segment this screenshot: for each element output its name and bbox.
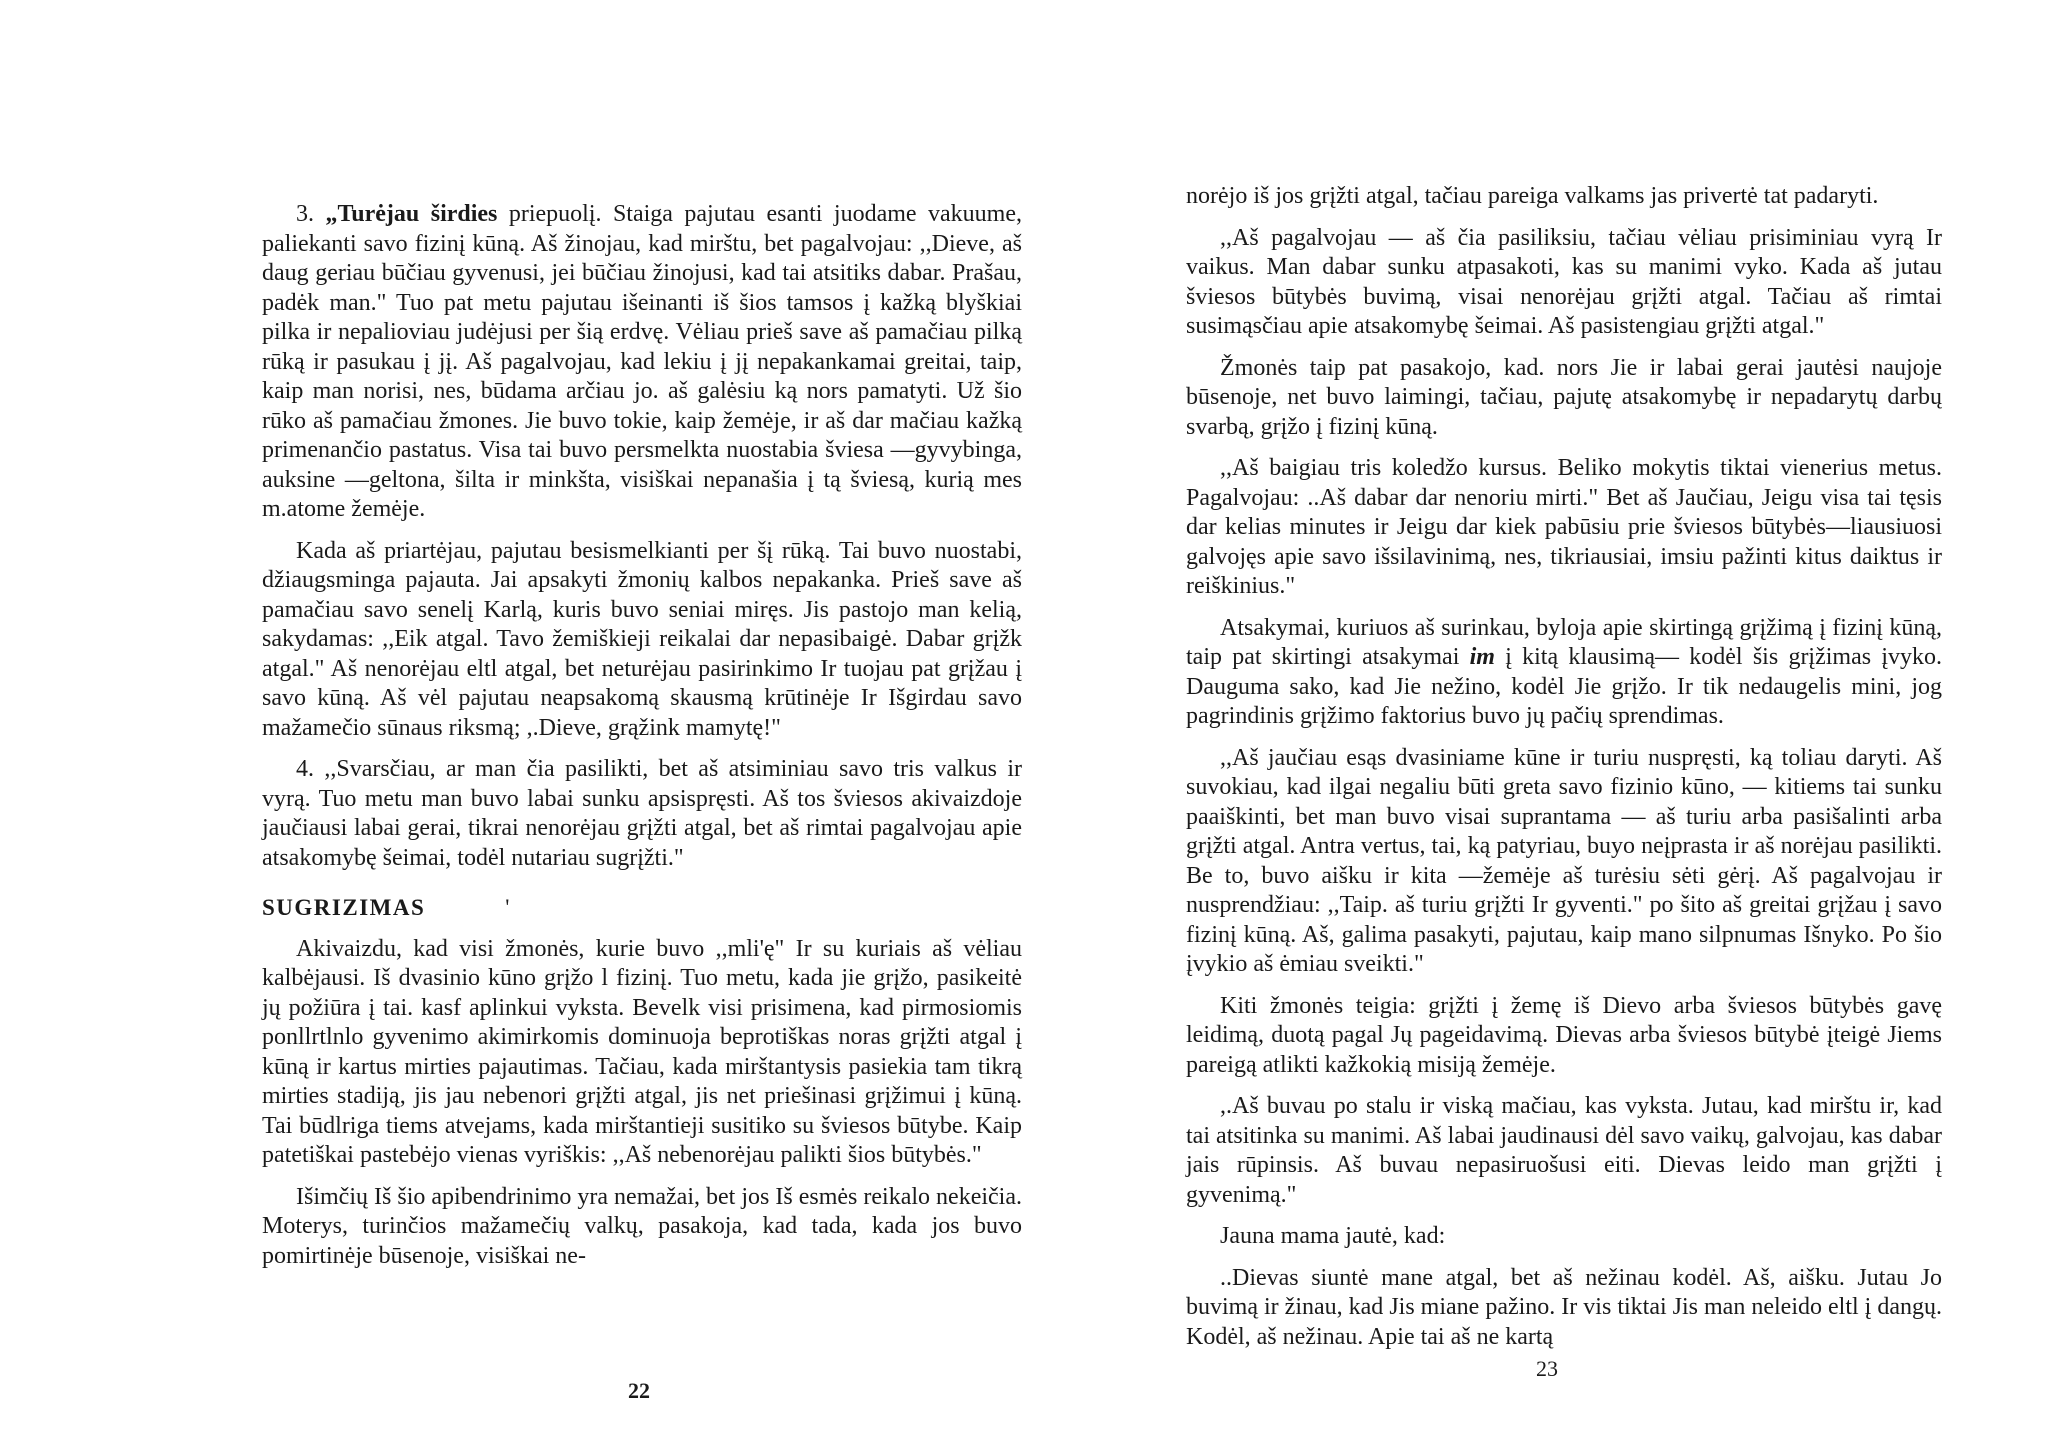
section-heading-text: SUGRIZIMAS	[262, 895, 426, 920]
left-page	[262, 200, 1022, 1283]
paragraph-4: 4. ,,Svarsčiau, ar man čia pasilikti, bet aš atsiminiau savo tris valkus ir vyrą. Tuo metu man buvo labai sunku apsispręsti. Aš tos šviesos akivaizdoje jaučiausi labai gerai, tikrai nenorėjau grįžti atgal, bet aš rimtai pagalvojau apie atsakomybę šeimai, todėl nutariau sugrįžti."	[262, 756, 1022, 871]
paragraph-continued: norėjo iš jos grįžti atgal, tačiau pareiga valkams jas privertė tat padaryti.	[1186, 183, 1879, 209]
paragraph: Akivaizdu, kad visi žmonės, kurie buvo ,,mli'ę" Ir su kuriais aš vėliau kalbėjausi. Iš dvasinio kūno grįžo l fizinį. Tuo metu, kada jie grįžo, pasikeitė jų požiūra į tai. kasf aplinkui vyksta. Bevelk visi prisimena, kad pirmosiomis ponllrtlnlo gyvenimo akimirkomis dominuoja beprotiškas noras grįžti atgal į kūną ir kartus mirties pajautimas. Tačiau, kada mirštantysis pasiekia tam tikrą mirties stadiją, jis jau nebenori grįžti atgal, jis net priešinasi grįžimui į kūną. Tai būdlriga tiems atvejams, kada mirštantieji susitiko su šviesos būtybe. Kaip patetiškai pastebėjo vienas vyriškis: ,,Aš nebenorėjau palikti šios būtybės."	[262, 935, 1022, 1168]
quote-paragraph: ..Dievas siuntė mane atgal, bet aš nežinau kodėl. Aš, aišku. Jutau Jo buvimą ir žinau, kad Jis miane pažino. Ir vis tiktai Jis man neleido eltl į dangų. Kodėl, aš nežinau. Apie tai aš ne kartą	[1186, 1264, 1942, 1350]
paragraph: Kiti žmonės teigia: grįžti į žemę iš Dievo arba šviesos būtybės gavę leidimą, duotą pagal Jų pageidavimą. Dievas arba šviesos būtybė įteigė Jiems pareigą atlikti kažkokią misiją žemėje.	[1186, 992, 1942, 1078]
paragraph-3	[262, 200, 1022, 525]
page-number-right: 23	[1536, 1356, 1558, 1381]
section-heading	[262, 893, 1022, 923]
paragraph-number: 3.	[296, 201, 326, 227]
paragraph: Kada aš priartėjau, pajutau besismelkianti per šį rūką. Tai buvo nuostabi, džiaugsminga pajauta. Jai apsakyti žmonių kalbos nepakanka. Prieš save aš pamačiau savo senelį Karlą, kuris buvo seniai miręs. Jis pastojo man kelią, sakydamas: ,,Eik atgal. Tavo žemiškieji reikalai dar nepasibaigė. Dabar grįžk atgal." Aš nenorėjau eltl atgal, bet neturėjau pasirinkimo Ir tuojau pat grįžau į savo kūną. Aš vėl pajutau neapsakomą skausmą krūtinėje Ir Išgirdau savo mažamečio sūnaus riksmą; ,.Dieve, grąžink mamytę!"	[262, 537, 1022, 741]
paragraph-text: į kitą klausimą— kodėl šis grįžimas įvyko. Dauguma sako, kad Jie nežino, kodėl Jie grįžo. Ir tik nedaugelis mini, jog pagrindinis grįžimo faktorius buvo jų pačių sprendimas.	[1186, 644, 1942, 729]
quote-paragraph: ,.Aš buvau po stalu ir viską mačiau, kas vyksta. Jutau, kad mirštu ir, kad tai atsitinka su manimi. Aš labai jaudinausi dėl savo vaikų, galvojau, kas dabar jais rūpinsis. Aš buvau nepasiruošusi eiti. Dievas leido man grįžti į gyvenimą."	[1186, 1093, 1942, 1208]
paragraph: Jauna mama jautė, kad:	[1220, 1223, 1446, 1249]
quote-paragraph: ,,Aš jaučiau esąs dvasiniame kūne ir turiu nuspręsti, ką toliau daryti. Aš suvokiau, kad ilgai negaliu būti greta savo fizinio kūno, — kitiems tai sunku paaiškinti, bet man buvo visai suprantama — aš turiu arba pasišalinti arba grįžti atgal. Antra vertus, tai, ką patyriau, buyo neįprasta ir aš norėjau pasilikti. Be to, buvo aišku ir kita —žemėje aš turėsiu sėti gėrį. Aš pagalvojau ir nusprendžiau: ,,Taip. aš turiu grįžti Ir gyventi." po šito aš greitai grįžau į savo fizinį kūną. Aš, galima pasakyti, pajutau, kaip mano silpnumas Išnyko. Po šio įvykio aš ėmiau sveikti."	[1186, 744, 1942, 977]
paragraph-lead: „Turėjau širdies	[325, 201, 498, 227]
quote-paragraph: ,,Aš pagalvojau — aš čia pasiliksiu, tačiau vėliau prisiminiau vyrą Ir vaikus. Man dabar sunku atpasakoti, kas su manimi vyko. Kada aš jutau šviesos būtybės buvimą, visai nenorėjau grįžti atgal. Tačiau aš rimtai susimąsčiau apie atsakomybę šeimai. Aš pasistengiau grįžti atgal."	[1186, 224, 1942, 339]
right-page	[1186, 182, 1942, 1364]
paragraph: Išimčių Iš šio apibendrinimo yra nemažai, bet jos Iš esmės reikalo nekeičia. Moterys, turinčios mažamečių valkų, pasakoja, kad tada, kada jos buvo pomirtinėje būsenoje, visiškai ne-	[262, 1183, 1022, 1269]
paragraph-text: priepuolį. Staiga pajutau esanti juodame vakuume, paliekanti savo fizinį kūną. Aš žinojau, kad mirštu, bet pagalvojau: ,,Dieve, aš daug geriau būčiau gyvenusi, jei būčiau žinojusi, kad tai atsitiks dabar. Prašau, padėk man." Tuo pat metu pajutau išeinanti iš šios tamsos į kažką blyškiai pilka ir nepalioviau judėjusi per šią erdvę. Vėliau prieš save aš pamačiau pilką rūką ir pasukau į jį. Aš pagalvojau, kad lekiu į jį nepakankamai greitai, taip, kaip man norisi, nes, būdama arčiau jo. aš galėsiu ką nors pamatyti. Už šio rūko aš pamačiau žmones. Jie buvo tokie, kaip žemėje, ir aš dar mačiau kažką primenančio pastatus. Visa tai buvo persmelkta nuostabia šviesa —gyvybinga, auksine —geltona, šilta ir minkšta, visiškai nepanašia į tą šviesą, kurią mes m.atome žemėje.	[262, 201, 1023, 522]
heading-mark: '	[505, 895, 511, 920]
quote-paragraph: ,,Aš baigiau tris koledžo kursus. Beliko mokytis tiktai vienerius metus. Pagalvojau: ..Aš dabar dar nenoriu mirti." Bet aš Jaučiau, Jeigu visa tai tęsis dar kelias minutes ir Jeigu dar kiek pabūsiu prie šviesos būtybės—liausiuosi galvojęs apie savo išsilavinimą, nes, tikriausiai, imsiu pažinti kitus daiktus ir reiškinius."	[1186, 455, 1942, 599]
paragraph: Žmonės taip pat pasakojo, kad. nors Jie ir labai gerai jautėsi naujoje būsenoje, net buvo laimingi, tačiau, pajutę atsakomybę ir nepadarytų darbų svarbą, grįžo į fizinį kūną.	[1186, 354, 1942, 440]
emphasized-text: im	[1469, 644, 1495, 670]
paragraph-text: Atsakymai, kuriuos aš surinkau, byloja apie skirtingą grįžimą į fizinį kūną, taip pat skirtingi atsakymai	[1186, 614, 1942, 670]
page-number-left: 22	[628, 1378, 650, 1403]
paragraph	[1186, 614, 1942, 732]
